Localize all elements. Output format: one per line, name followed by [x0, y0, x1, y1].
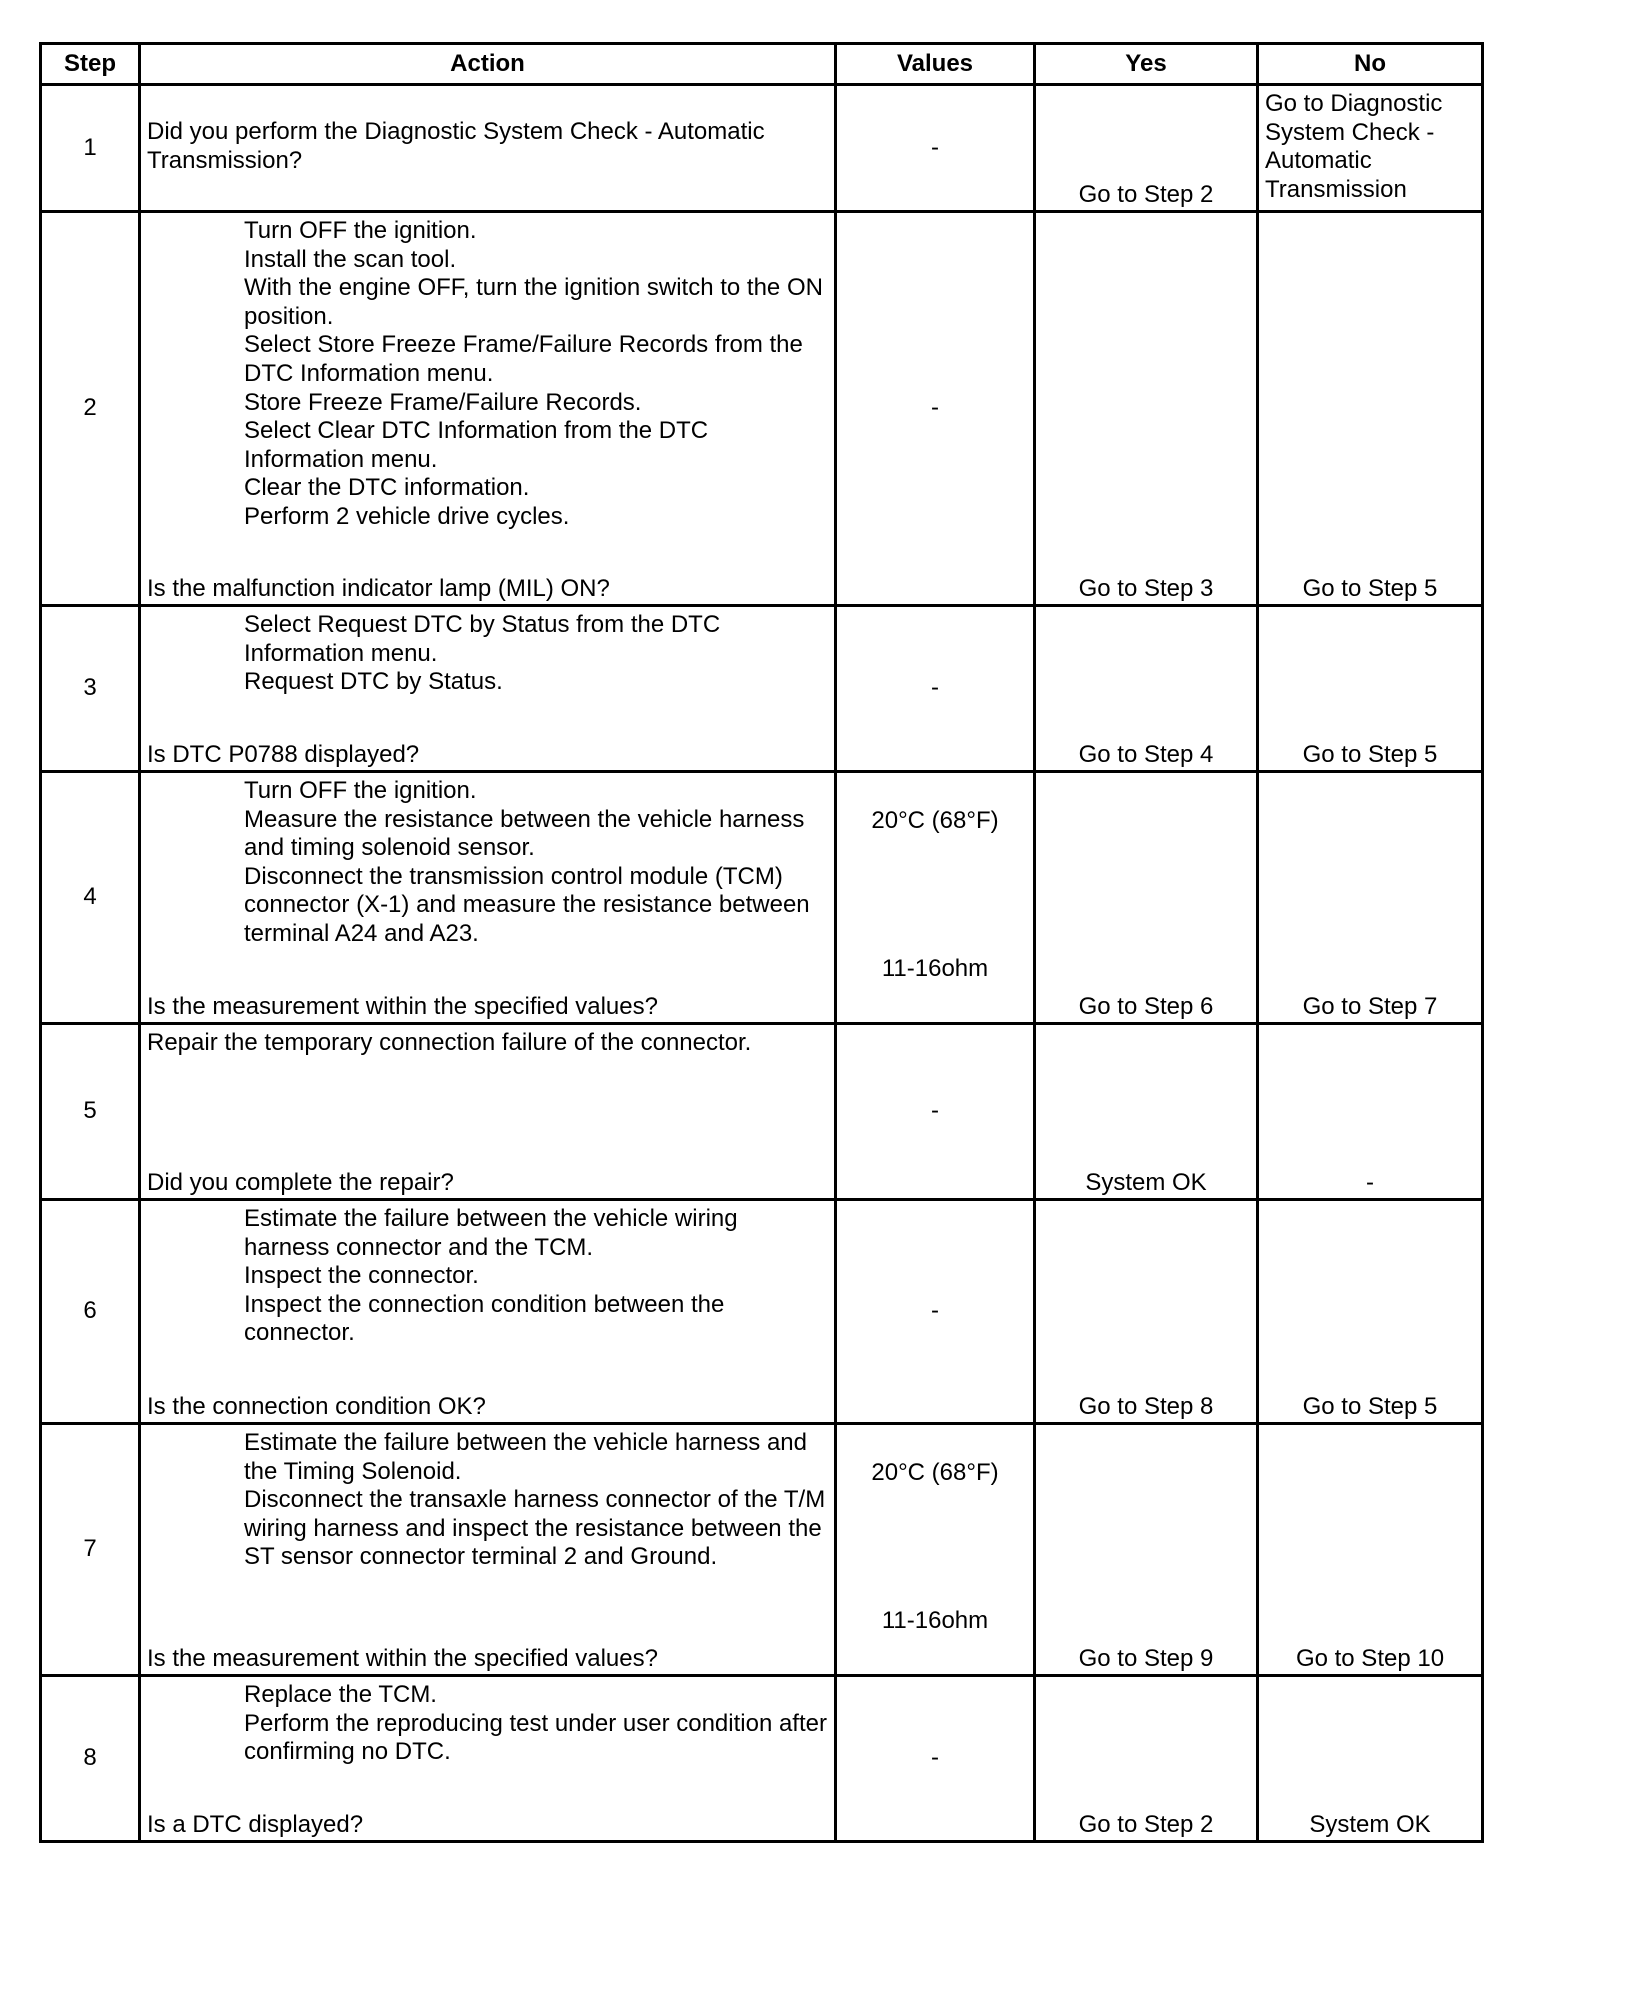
table-row: [41, 1424, 1483, 1676]
yes-cell: [1035, 1676, 1258, 1842]
header-yes: Yes: [1035, 44, 1258, 85]
question-text: Is the connection condition OK?: [147, 1393, 486, 1421]
action-text: Did you perform the Diagnostic System Check - Automatic Transmission?: [147, 118, 765, 174]
value-text: -: [931, 133, 939, 161]
header-step: Step: [41, 44, 140, 85]
no-text: Go to Step 5: [1302, 741, 1438, 769]
action-text: Repair the temporary connection failure of the connector.: [147, 1029, 752, 1056]
action-cell: [140, 85, 836, 212]
value-text: -: [931, 1744, 939, 1772]
instruction-item: Select Clear DTC Information from the DTC Information menu.: [244, 417, 709, 473]
header-action: Action: [140, 44, 836, 85]
yes-text: Go to Step 4: [1078, 741, 1214, 769]
header-row: [41, 44, 1483, 85]
step-number: 5: [41, 1024, 140, 1200]
no-text: Go to Step 7: [1302, 993, 1438, 1021]
instruction-item: With the engine OFF, turn the ignition switch to the ON position.: [244, 274, 823, 330]
instruction-item: Clear the DTC information.: [244, 474, 530, 502]
instruction-item: Perform the reproducing test under user condition after confirming no DTC.: [244, 1709, 827, 1766]
step-number: 2: [41, 212, 140, 606]
yes-text: Go to Step 9: [1078, 1645, 1214, 1673]
question-text: Is the measurement within the specified values?: [147, 993, 658, 1021]
instruction-item: Inspect the connection condition between the connector.: [244, 1290, 725, 1347]
instruction-item: Turn OFF the ignition.: [244, 777, 477, 804]
no-text: Go to Diagnostic System Check - Automatic Transmission: [1265, 90, 1443, 203]
table-row: [41, 85, 1483, 212]
value-resistance: 11-16ohm: [881, 955, 989, 983]
values-cell: [836, 1676, 1035, 1842]
question-text: Is the malfunction indicator lamp (MIL) ON?: [147, 575, 610, 603]
no-cell: [1258, 1200, 1483, 1424]
value-resistance: 11-16ohm: [881, 1607, 989, 1635]
value-text: -: [931, 394, 939, 422]
instruction-item: Measure the resistance between the vehicle harness and timing solenoid sensor.: [244, 805, 805, 862]
values-cell: [836, 606, 1035, 772]
yes-cell: [1035, 1200, 1258, 1424]
diagnostic-table: [39, 42, 1484, 1843]
step-number: 4: [41, 772, 140, 1024]
value-text: -: [931, 674, 939, 702]
action-cell: [140, 606, 836, 772]
table-row: [41, 1676, 1483, 1842]
instruction-list: [244, 217, 828, 532]
values-cell: [836, 85, 1035, 212]
yes-text: Go to Step 6: [1078, 993, 1214, 1021]
instruction-list: [244, 1205, 828, 1348]
instruction-item: Inspect the connector.: [244, 1262, 479, 1290]
no-text: Go to Step 5: [1302, 575, 1438, 603]
instruction-item: Select Request DTC by Status from the DTC Information menu.: [244, 611, 721, 667]
instruction-list: [244, 611, 828, 697]
action-cell: [140, 1024, 836, 1200]
table-row: [41, 212, 1483, 606]
values-cell: [836, 1424, 1035, 1676]
yes-cell: [1035, 1424, 1258, 1676]
step-number: 3: [41, 606, 140, 772]
values-cell: [836, 772, 1035, 1024]
no-cell: [1258, 212, 1483, 606]
yes-cell: [1035, 85, 1258, 212]
instruction-list: [244, 1681, 828, 1767]
question-text: Is the measurement within the specified values?: [147, 1645, 658, 1673]
no-cell: [1258, 606, 1483, 772]
header-values: Values: [836, 44, 1035, 85]
instruction-item: Disconnect the transmission control module (TCM) connector (X-1) and measure the resistance between terminal A24 and A23.: [244, 862, 810, 947]
instruction-item: Estimate the failure between the vehicle harness and the Timing Solenoid.: [244, 1429, 808, 1485]
no-cell: [1258, 1424, 1483, 1676]
yes-text: Go to Step 2: [1078, 1811, 1214, 1839]
no-cell: [1258, 772, 1483, 1024]
no-cell: [1258, 1024, 1483, 1200]
no-text: Go to Step 10: [1295, 1645, 1445, 1673]
step-number: 6: [41, 1200, 140, 1424]
step-number: 7: [41, 1424, 140, 1676]
instruction-item: Disconnect the transaxle harness connector of the T/M wiring harness and inspect the resistance between the ST sensor connector terminal 2 and Ground.: [244, 1486, 826, 1571]
instruction-item: Store Freeze Frame/Failure Records.: [244, 388, 642, 416]
yes-cell: [1035, 606, 1258, 772]
instruction-item: Install the scan tool.: [244, 245, 457, 273]
value-text: -: [931, 1097, 939, 1125]
value-temperature: 20°C (68°F): [871, 807, 999, 834]
action-cell: [140, 1676, 836, 1842]
instruction-item: Replace the TCM.: [244, 1681, 437, 1708]
value-text: -: [931, 1297, 939, 1325]
no-cell: [1258, 85, 1483, 212]
no-text: -: [1366, 1169, 1374, 1197]
table-row: [41, 772, 1483, 1024]
values-cell: [836, 212, 1035, 606]
no-cell: [1258, 1676, 1483, 1842]
yes-cell: [1035, 772, 1258, 1024]
table-row: [41, 606, 1483, 772]
values-cell: [836, 1200, 1035, 1424]
yes-cell: [1035, 1024, 1258, 1200]
table-row: [41, 1200, 1483, 1424]
yes-text: Go to Step 8: [1078, 1393, 1214, 1421]
header-no: No: [1258, 44, 1483, 85]
no-text: Go to Step 5: [1302, 1393, 1438, 1421]
step-number: 1: [41, 85, 140, 212]
values-cell: [836, 1024, 1035, 1200]
step-number: 8: [41, 1676, 140, 1842]
instruction-item: Turn OFF the ignition.: [244, 217, 477, 244]
question-text: Is DTC P0788 displayed?: [147, 741, 420, 769]
yes-text: System OK: [1085, 1169, 1207, 1197]
action-cell: [140, 1424, 836, 1676]
yes-cell: [1035, 212, 1258, 606]
instruction-item: Estimate the failure between the vehicle wiring harness connector and the TCM.: [244, 1205, 738, 1261]
value-temperature: 20°C (68°F): [871, 1459, 999, 1486]
instruction-item: Request DTC by Status.: [244, 668, 503, 696]
no-text: System OK: [1309, 1811, 1431, 1839]
action-cell: [140, 772, 836, 1024]
yes-text: Go to Step 2: [1078, 181, 1214, 209]
yes-text: Go to Step 3: [1078, 575, 1214, 603]
action-cell: [140, 212, 836, 606]
question-text: Did you complete the repair?: [147, 1169, 454, 1197]
instruction-list: [244, 1429, 828, 1572]
instruction-item: Perform 2 vehicle drive cycles.: [244, 502, 570, 530]
question-text: Is a DTC displayed?: [147, 1811, 364, 1839]
table-row: [41, 1024, 1483, 1200]
action-cell: [140, 1200, 836, 1424]
instruction-list: [244, 777, 828, 949]
instruction-item: Select Store Freeze Frame/Failure Records from the DTC Information menu.: [244, 331, 803, 387]
